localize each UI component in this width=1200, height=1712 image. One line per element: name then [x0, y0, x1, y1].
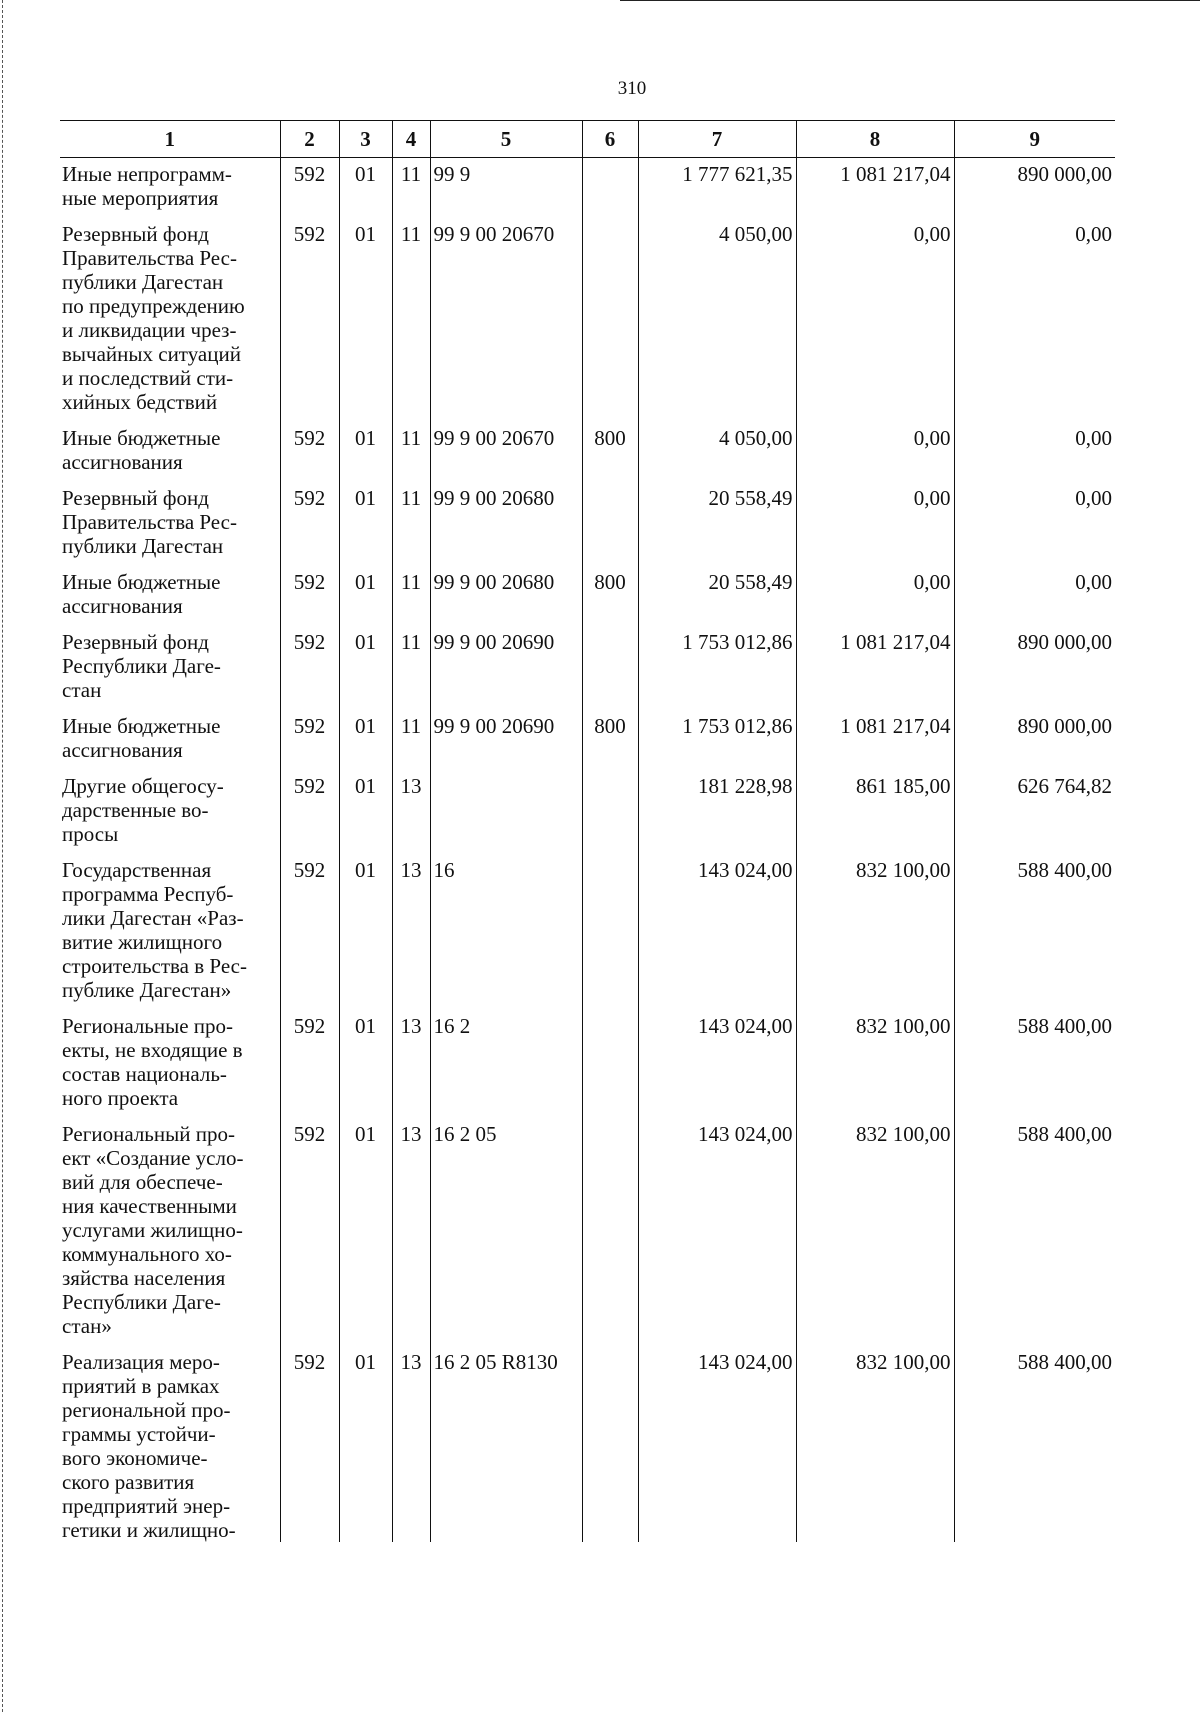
cell-name-text: Иные бюджетные ассигнования	[62, 570, 221, 618]
cell-name	[60, 422, 280, 482]
cell-col-5	[430, 1010, 582, 1118]
cell-col-3-text: 01	[355, 630, 376, 654]
table-row	[60, 1118, 1115, 1346]
cell-col-5-text: 99 9 00 20690	[433, 630, 555, 654]
cell-col-9-text: 626 764,82	[1017, 774, 1112, 798]
cell-col-9-text: 890 000,00	[1017, 630, 1112, 654]
cell-col-6	[582, 218, 638, 422]
cell-col-8	[796, 482, 954, 566]
cell-col-3	[339, 422, 392, 482]
header-col-6: 6	[582, 121, 638, 158]
cell-col-4	[392, 710, 430, 770]
cell-col-3-text: 01	[355, 426, 376, 450]
cell-col-9-text: 588 400,00	[1017, 1350, 1112, 1374]
cell-col-2	[280, 218, 339, 422]
table-header-row	[60, 121, 1115, 158]
cell-col-4	[392, 482, 430, 566]
cell-col-6-text: 800	[594, 714, 626, 738]
cell-col-4-text: 11	[400, 222, 422, 246]
cell-col-3	[339, 1010, 392, 1118]
cell-col-3-text: 01	[355, 570, 376, 594]
cell-name-text: Резервный фонд Правительства Рес- публики Дагестан	[62, 486, 237, 558]
cell-col-3-text: 01	[355, 486, 376, 510]
cell-col-4	[392, 854, 430, 1010]
cell-col-5	[430, 854, 582, 1010]
page-top-edge	[620, 0, 1200, 1]
cell-col-3-text: 01	[355, 714, 376, 738]
cell-col-8-text: 832 100,00	[856, 1122, 951, 1146]
cell-col-8	[796, 626, 954, 710]
cell-col-9	[954, 770, 1115, 854]
cell-col-4	[392, 626, 430, 710]
cell-col-6	[582, 566, 638, 626]
cell-col-9	[954, 1010, 1115, 1118]
cell-col-2	[280, 854, 339, 1010]
cell-col-9-text: 0,00	[1075, 486, 1112, 510]
cell-col-7	[638, 626, 796, 710]
cell-col-2	[280, 1346, 339, 1542]
table-row	[60, 770, 1115, 854]
cell-col-7-text: 1 753 012,86	[682, 630, 793, 654]
cell-col-8-text: 832 100,00	[856, 1350, 951, 1374]
cell-col-9	[954, 854, 1115, 1010]
cell-col-7-text: 1 777 621,35	[682, 162, 793, 186]
cell-col-7	[638, 770, 796, 854]
cell-col-2	[280, 158, 339, 219]
cell-name-text: Государственная программа Респуб- лики Дагестан «Раз- витие жилищного строительства в Рес- публике Дагестан»	[62, 858, 247, 1002]
cell-col-6	[582, 422, 638, 482]
cell-col-9	[954, 158, 1115, 219]
cell-col-2-text: 592	[293, 1122, 326, 1146]
cell-col-3	[339, 158, 392, 219]
cell-col-4-text: 13	[400, 774, 422, 798]
cell-col-8-text: 1 081 217,04	[840, 162, 951, 186]
cell-name-text: Реализация меро- приятий в рамках региональной про- граммы устойчи- вого экономиче- ского развития предприятий энер- гетики и жилищно-	[62, 1350, 236, 1542]
cell-col-5-text: 99 9 00 20690	[433, 714, 555, 738]
cell-name-text: Региональные про- екты, не входящие в состав националь- ного проекта	[62, 1014, 243, 1110]
cell-col-5	[430, 1118, 582, 1346]
header-col-7: 7	[638, 121, 796, 158]
header-col-1: 1	[60, 121, 280, 158]
cell-col-9-text: 0,00	[1075, 426, 1112, 450]
cell-col-3-text: 01	[355, 222, 376, 246]
cell-col-8-text: 0,00	[913, 486, 951, 510]
table-row	[60, 1346, 1115, 1542]
cell-col-8-text: 0,00	[913, 222, 951, 246]
cell-col-4	[392, 1346, 430, 1542]
cell-col-9	[954, 566, 1115, 626]
table-row	[60, 218, 1115, 422]
cell-name	[60, 218, 280, 422]
cell-col-3	[339, 854, 392, 1010]
cell-col-9	[954, 218, 1115, 422]
cell-col-4	[392, 422, 430, 482]
cell-col-7	[638, 218, 796, 422]
cell-col-7	[638, 1010, 796, 1118]
cell-name-text: Иные бюджетные ассигнования	[62, 714, 221, 762]
cell-col-6-text: 800	[594, 570, 626, 594]
cell-name	[60, 710, 280, 770]
cell-col-4-text: 11	[400, 426, 422, 450]
cell-col-9	[954, 1346, 1115, 1542]
cell-col-7-text: 143 024,00	[698, 1014, 793, 1038]
cell-col-7	[638, 854, 796, 1010]
cell-name-text: Иные непрограмм- ные мероприятия	[62, 162, 232, 210]
cell-col-2-text: 592	[293, 714, 326, 738]
cell-col-6	[582, 1346, 638, 1542]
cell-col-4-text: 13	[400, 858, 422, 882]
cell-name-text: Резервный фонд Правительства Рес- публики Дагестан по предупреждению и ликвидации чрез- вычайных ситуаций и последствий сти- хийных бедствий	[62, 222, 245, 414]
cell-col-6	[582, 1118, 638, 1346]
cell-col-5	[430, 1346, 582, 1542]
cell-col-3-text: 01	[355, 1122, 376, 1146]
cell-col-3	[339, 1346, 392, 1542]
cell-col-9-text: 0,00	[1075, 222, 1112, 246]
cell-col-9-text: 890 000,00	[1017, 714, 1112, 738]
cell-col-8-text: 1 081 217,04	[840, 714, 951, 738]
cell-col-7	[638, 710, 796, 770]
cell-col-4-text: 13	[400, 1350, 422, 1374]
cell-col-3	[339, 626, 392, 710]
cell-name	[60, 1010, 280, 1118]
header-col-5: 5	[430, 121, 582, 158]
cell-col-7	[638, 566, 796, 626]
cell-col-9-text: 0,00	[1075, 570, 1112, 594]
cell-col-4	[392, 1010, 430, 1118]
cell-name	[60, 1346, 280, 1542]
cell-col-5-text: 99 9 00 20670	[433, 222, 555, 246]
cell-col-3	[339, 566, 392, 626]
cell-name	[60, 854, 280, 1010]
cell-name	[60, 1118, 280, 1346]
header-col-3: 3	[339, 121, 392, 158]
cell-col-2	[280, 566, 339, 626]
cell-col-4-text: 13	[400, 1014, 422, 1038]
cell-col-5	[430, 218, 582, 422]
cell-col-9-text: 588 400,00	[1017, 1014, 1112, 1038]
cell-col-8	[796, 1346, 954, 1542]
cell-col-2-text: 592	[293, 774, 326, 798]
cell-col-7-text: 143 024,00	[698, 1122, 793, 1146]
cell-col-9-text: 890 000,00	[1017, 162, 1112, 186]
table-row	[60, 158, 1115, 219]
cell-col-3-text: 01	[355, 858, 376, 882]
cell-col-2-text: 592	[293, 162, 326, 186]
cell-col-9	[954, 710, 1115, 770]
cell-col-7-text: 20 558,49	[708, 570, 793, 594]
cell-name	[60, 158, 280, 219]
cell-col-2	[280, 1118, 339, 1346]
cell-col-7-text: 4 050,00	[719, 222, 793, 246]
cell-col-5	[430, 422, 582, 482]
table-row	[60, 566, 1115, 626]
cell-col-8-text: 832 100,00	[856, 1014, 951, 1038]
cell-col-3-text: 01	[355, 162, 376, 186]
cell-name-text: Иные бюджетные ассигнования	[62, 426, 221, 474]
page-number: 310	[617, 78, 647, 99]
cell-col-2	[280, 482, 339, 566]
cell-col-7-text: 181 228,98	[698, 774, 793, 798]
cell-name-text: Резервный фонд Республики Даге- стан	[62, 630, 221, 702]
cell-col-4	[392, 158, 430, 219]
cell-col-8	[796, 218, 954, 422]
table-row	[60, 854, 1115, 1010]
cell-col-6	[582, 626, 638, 710]
cell-col-8-text: 832 100,00	[856, 858, 951, 882]
cell-col-4-text: 11	[400, 162, 422, 186]
budget-table	[60, 120, 1115, 1542]
cell-col-7	[638, 158, 796, 219]
cell-col-7-text: 4 050,00	[719, 426, 793, 450]
cell-col-2-text: 592	[293, 570, 326, 594]
header-col-4: 4	[392, 121, 430, 158]
cell-col-5	[430, 158, 582, 219]
cell-col-5-text: 99 9 00 20670	[433, 426, 555, 450]
header-col-8: 8	[796, 121, 954, 158]
cell-col-6	[582, 770, 638, 854]
table-row	[60, 422, 1115, 482]
cell-col-2-text: 592	[293, 426, 326, 450]
table-row	[60, 710, 1115, 770]
cell-col-9-text: 588 400,00	[1017, 858, 1112, 882]
cell-col-3	[339, 710, 392, 770]
cell-col-4-text: 11	[400, 570, 422, 594]
cell-col-3-text: 01	[355, 774, 376, 798]
cell-col-2-text: 592	[293, 1350, 326, 1374]
cell-col-5-text: 16 2 05	[433, 1122, 497, 1146]
cell-name	[60, 770, 280, 854]
cell-col-9	[954, 422, 1115, 482]
table-row	[60, 626, 1115, 710]
cell-name-text: Другие общегосу- дарственные во- просы	[62, 774, 224, 846]
cell-col-2-text: 592	[293, 1014, 326, 1038]
header-col-2: 2	[280, 121, 339, 158]
table-row	[60, 1010, 1115, 1118]
cell-col-2-text: 592	[293, 858, 326, 882]
table-row	[60, 482, 1115, 566]
cell-col-4	[392, 218, 430, 422]
cell-col-8	[796, 158, 954, 219]
cell-col-8	[796, 710, 954, 770]
cell-col-8-text: 1 081 217,04	[840, 630, 951, 654]
cell-name	[60, 482, 280, 566]
cell-col-5	[430, 710, 582, 770]
cell-col-4-text: 13	[400, 1122, 422, 1146]
cell-col-6	[582, 158, 638, 219]
cell-col-4	[392, 1118, 430, 1346]
header-col-9: 9	[954, 121, 1115, 158]
cell-col-7	[638, 1346, 796, 1542]
cell-col-7	[638, 422, 796, 482]
cell-col-9	[954, 1118, 1115, 1346]
cell-col-8	[796, 770, 954, 854]
cell-col-5-text: 99 9 00 20680	[433, 570, 555, 594]
cell-col-2	[280, 626, 339, 710]
cell-col-9	[954, 626, 1115, 710]
cell-col-2	[280, 770, 339, 854]
cell-name	[60, 626, 280, 710]
cell-col-6-text: 800	[594, 426, 626, 450]
cell-col-8	[796, 1118, 954, 1346]
cell-col-8	[796, 854, 954, 1010]
cell-col-4-text: 11	[400, 714, 422, 738]
cell-col-4	[392, 770, 430, 854]
cell-col-7-text: 143 024,00	[698, 1350, 793, 1374]
cell-col-8-text: 861 185,00	[856, 774, 951, 798]
cell-col-2	[280, 710, 339, 770]
cell-col-5	[430, 566, 582, 626]
page-left-edge	[2, 0, 3, 1712]
cell-col-5	[430, 626, 582, 710]
cell-col-5-text: 99 9	[433, 162, 471, 186]
cell-col-7-text: 20 558,49	[708, 486, 793, 510]
cell-col-7-text: 143 024,00	[698, 858, 793, 882]
cell-col-3	[339, 218, 392, 422]
cell-col-8	[796, 566, 954, 626]
cell-col-5	[430, 770, 582, 854]
cell-col-3	[339, 482, 392, 566]
cell-col-4	[392, 566, 430, 626]
cell-col-3-text: 01	[355, 1014, 376, 1038]
cell-col-4-text: 11	[400, 486, 422, 510]
cell-col-3-text: 01	[355, 1350, 376, 1374]
cell-col-7	[638, 1118, 796, 1346]
cell-col-5-text: 99 9 00 20680	[433, 486, 555, 510]
cell-col-3	[339, 1118, 392, 1346]
cell-col-2-text: 592	[293, 630, 326, 654]
cell-col-2	[280, 1010, 339, 1118]
cell-col-5-text: 16 2 05 R8130	[433, 1350, 558, 1374]
cell-col-2-text: 592	[293, 486, 326, 510]
cell-col-5-text: 16 2	[433, 1014, 471, 1038]
cell-col-9	[954, 482, 1115, 566]
cell-col-6	[582, 482, 638, 566]
cell-col-8	[796, 422, 954, 482]
cell-col-5-text: 16	[433, 858, 455, 882]
cell-col-8-text: 0,00	[913, 570, 951, 594]
cell-col-2	[280, 422, 339, 482]
cell-col-2-text: 592	[293, 222, 326, 246]
cell-col-9-text: 588 400,00	[1017, 1122, 1112, 1146]
cell-col-8-text: 0,00	[913, 426, 951, 450]
cell-col-6	[582, 854, 638, 1010]
cell-col-7	[638, 482, 796, 566]
cell-col-6	[582, 1010, 638, 1118]
cell-name-text: Региональный про- ект «Создание усло- вий для обеспече- ния качественными услугами жилищно- коммунального хо- зяйства населения Республики Даге- стан»	[62, 1122, 244, 1338]
cell-col-4-text: 11	[400, 630, 422, 654]
cell-col-5	[430, 482, 582, 566]
cell-col-6	[582, 710, 638, 770]
cell-name	[60, 566, 280, 626]
cell-col-7-text: 1 753 012,86	[682, 714, 793, 738]
cell-col-8	[796, 1010, 954, 1118]
cell-col-3	[339, 770, 392, 854]
